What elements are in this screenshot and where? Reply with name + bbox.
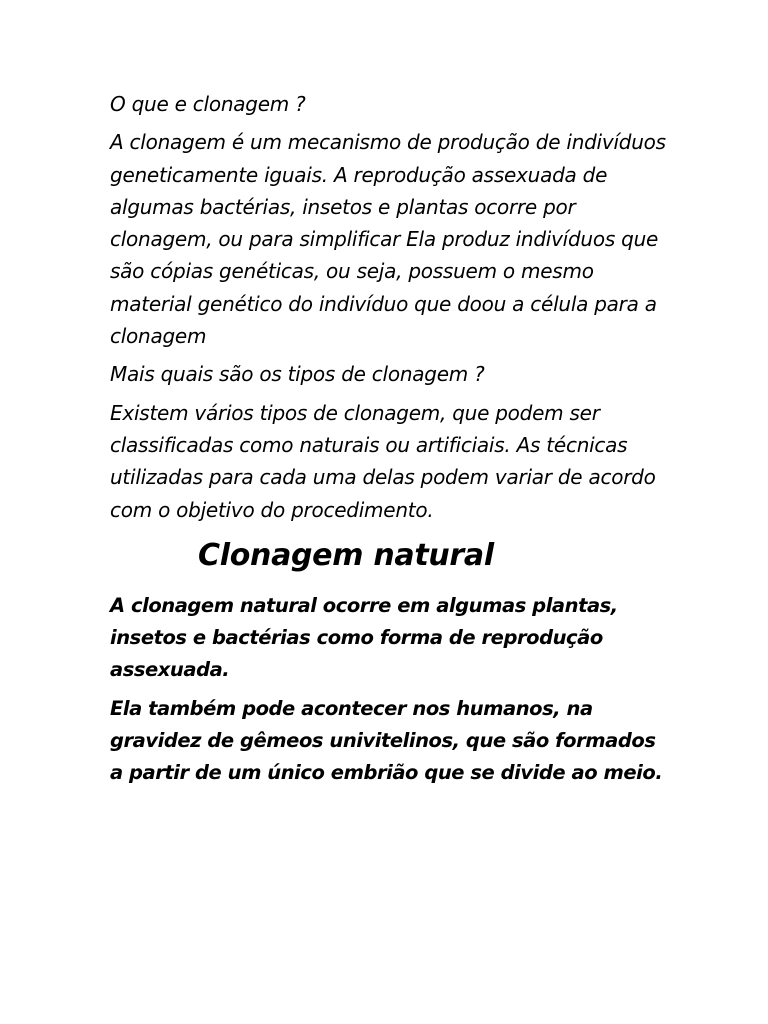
- paragraph-natural-cloning: A clonagem natural ocorre em algumas plantas, insetos e bactérias como forma de reprodução assexuada.: [110, 593, 618, 682]
- question-types-of-cloning: Mais quais são os tipos de clonagem ?: [110, 362, 485, 387]
- paragraph-identical-twins: Ela também pode acontecer nos humanos, na gravidez de gêmeos univitelinos, que são formados a partir de um único embrião que se divide ao meio.: [110, 696, 663, 785]
- paragraph-cloning-definition: A clonagem é um mecanismo de produção de indivíduos geneticamente iguais. A reprodução assexuada de algumas bactérias, insetos e plantas ocorre por clonagem, ou para simplificar Ela produz indivíduos que são cópias genéticas, ou seja, possuem o mesmo material genético do indivíduo que doou a célula para a clonagem: [110, 130, 666, 349]
- paragraph-cloning-types: Existem vários tipos de clonagem, que podem ser classificadas como naturais ou artificiais. As técnicas utilizadas para cada uma delas podem variar de acordo com o objetivo do procedimento.: [110, 400, 656, 522]
- section-heading-natural-cloning: Clonagem natural: [198, 537, 494, 573]
- question-what-is-cloning: O que e clonagem ?: [110, 92, 306, 116]
